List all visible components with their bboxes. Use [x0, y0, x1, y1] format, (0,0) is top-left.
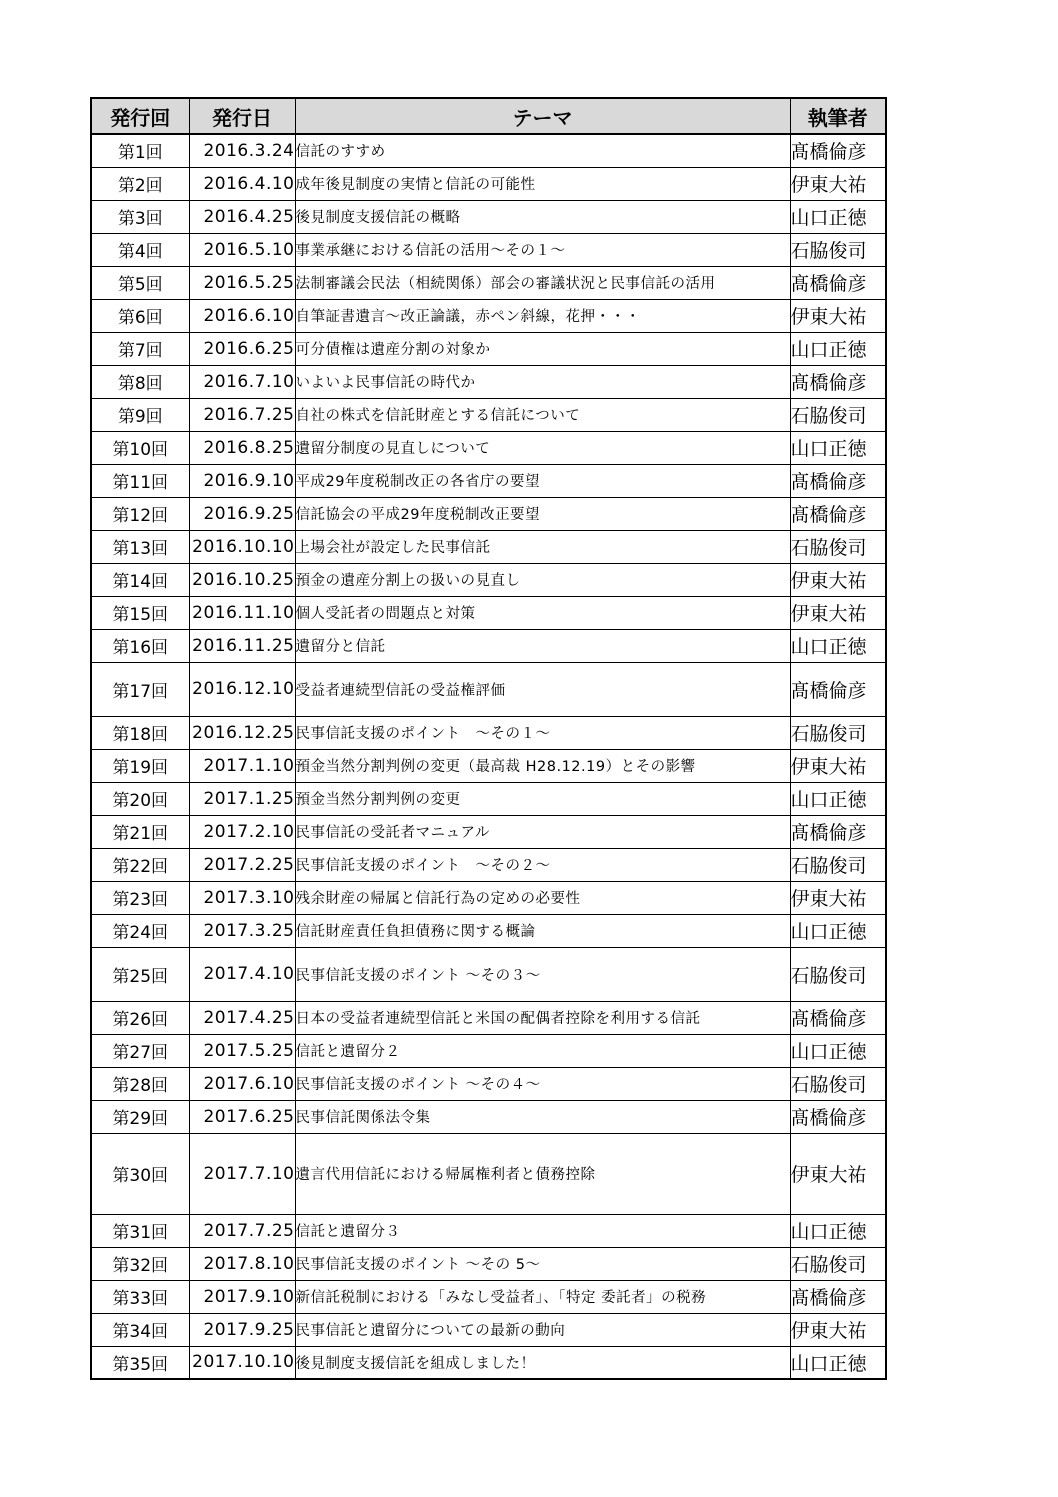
theme-cell: 信託のすすめ [295, 134, 790, 167]
issue-number-cell: 第31回 [91, 1214, 189, 1247]
table-row [91, 815, 886, 848]
issue-date-cell: 2016.4.10 [189, 167, 295, 200]
issue-date-cell: 2017.4.10 [189, 947, 295, 1001]
issue-date-cell: 2016.7.25 [189, 398, 295, 431]
issue-date-cell: 2017.2.10 [189, 815, 295, 848]
theme-cell: 信託財産責任負担債務に関する概論 [295, 914, 790, 947]
header-issue-date: 発行日 [189, 98, 295, 134]
theme-cell: 預金当然分割判例の変更 [295, 782, 790, 815]
issue-date-cell: 2016.6.10 [189, 299, 295, 332]
theme-cell: 民事信託支援のポイント ～その 5～ [295, 1247, 790, 1280]
theme-cell: 後見制度支援信託を組成しました！ [295, 1346, 790, 1379]
theme-cell: 民事信託と遺留分についての最新の動向 [295, 1313, 790, 1346]
table-row [91, 848, 886, 881]
table-row [91, 431, 886, 464]
issue-number-cell: 第15回 [91, 596, 189, 629]
theme-cell: 個人受託者の問題点と対策 [295, 596, 790, 629]
table-row [91, 782, 886, 815]
issue-number-cell: 第16回 [91, 629, 189, 662]
issue-number-cell: 第6回 [91, 299, 189, 332]
issue-date-cell: 2017.3.10 [189, 881, 295, 914]
issue-number-cell: 第21回 [91, 815, 189, 848]
issue-number-cell: 第11回 [91, 464, 189, 497]
issue-date-cell: 2017.7.10 [189, 1133, 295, 1214]
publication-table [90, 97, 887, 1380]
theme-cell: 残余財産の帰属と信託行為の定めの必要性 [295, 881, 790, 914]
issue-number-cell: 第10回 [91, 431, 189, 464]
issue-date-cell: 2016.10.10 [189, 530, 295, 563]
author-cell: 髙橋倫彦 [790, 497, 886, 530]
author-cell: 伊東大祐 [790, 749, 886, 782]
issue-number-cell: 第8回 [91, 365, 189, 398]
author-cell: 石脇俊司 [790, 1067, 886, 1100]
issue-date-cell: 2017.1.10 [189, 749, 295, 782]
issue-number-cell: 第33回 [91, 1280, 189, 1313]
author-cell: 髙橋倫彦 [790, 1280, 886, 1313]
issue-number-cell: 第23回 [91, 881, 189, 914]
author-cell: 石脇俊司 [790, 233, 886, 266]
header-row [91, 98, 886, 134]
theme-cell: 民事信託支援のポイント ～その４～ [295, 1067, 790, 1100]
issue-number-cell: 第28回 [91, 1067, 189, 1100]
issue-number-cell: 第5回 [91, 266, 189, 299]
issue-number-cell: 第22回 [91, 848, 189, 881]
theme-cell: 自社の株式を信託財産とする信託について [295, 398, 790, 431]
issue-number-cell: 第1回 [91, 134, 189, 167]
table-row [91, 200, 886, 233]
issue-number-cell: 第25回 [91, 947, 189, 1001]
issue-date-cell: 2017.1.25 [189, 782, 295, 815]
author-cell: 山口正徳 [790, 914, 886, 947]
theme-cell: 日本の受益者連続型信託と米国の配偶者控除を利用する信託 [295, 1001, 790, 1034]
issue-number-cell: 第20回 [91, 782, 189, 815]
issue-date-cell: 2016.10.25 [189, 563, 295, 596]
issue-date-cell: 2016.5.25 [189, 266, 295, 299]
theme-cell: 上場会社が設定した民事信託 [295, 530, 790, 563]
issue-number-cell: 第32回 [91, 1247, 189, 1280]
issue-date-cell: 2016.5.10 [189, 233, 295, 266]
issue-number-cell: 第19回 [91, 749, 189, 782]
author-cell: 伊東大祐 [790, 563, 886, 596]
table-row [91, 299, 886, 332]
author-cell: 山口正徳 [790, 1214, 886, 1247]
theme-cell: 事業承継における信託の活用～その１～ [295, 233, 790, 266]
author-cell: 山口正徳 [790, 629, 886, 662]
issue-date-cell: 2017.9.10 [189, 1280, 295, 1313]
issue-date-cell: 2016.9.25 [189, 497, 295, 530]
issue-date-cell: 2016.7.10 [189, 365, 295, 398]
issue-date-cell: 2016.8.25 [189, 431, 295, 464]
issue-date-cell: 2017.2.25 [189, 848, 295, 881]
theme-cell: 法制審議会民法（相続関係）部会の審議状況と民事信託の活用 [295, 266, 790, 299]
table-row [91, 596, 886, 629]
author-cell: 山口正徳 [790, 782, 886, 815]
table-row [91, 167, 886, 200]
table-row [91, 662, 886, 716]
issue-number-cell: 第4回 [91, 233, 189, 266]
author-cell: 髙橋倫彦 [790, 464, 886, 497]
table-row [91, 881, 886, 914]
table-row [91, 1280, 886, 1313]
issue-number-cell: 第14回 [91, 563, 189, 596]
issue-number-cell: 第18回 [91, 716, 189, 749]
issue-number-cell: 第26回 [91, 1001, 189, 1034]
author-cell: 石脇俊司 [790, 716, 886, 749]
table-row [91, 1214, 886, 1247]
theme-cell: 信託と遺留分２ [295, 1034, 790, 1067]
table-row [91, 266, 886, 299]
issue-date-cell: 2016.11.10 [189, 596, 295, 629]
issue-number-cell: 第17回 [91, 662, 189, 716]
author-cell: 石脇俊司 [790, 848, 886, 881]
issue-date-cell: 2017.6.10 [189, 1067, 295, 1100]
author-cell: 山口正徳 [790, 200, 886, 233]
issue-date-cell: 2016.6.25 [189, 332, 295, 365]
issue-number-cell: 第9回 [91, 398, 189, 431]
table-row [91, 332, 886, 365]
issue-date-cell: 2016.12.25 [189, 716, 295, 749]
issue-number-cell: 第34回 [91, 1313, 189, 1346]
theme-cell: 民事信託支援のポイント ～その１～ [295, 716, 790, 749]
table-row [91, 749, 886, 782]
theme-cell: 後見制度支援信託の概略 [295, 200, 790, 233]
issue-date-cell: 2017.7.25 [189, 1214, 295, 1247]
table-row [91, 398, 886, 431]
theme-cell: 信託と遺留分３ [295, 1214, 790, 1247]
author-cell: 石脇俊司 [790, 1247, 886, 1280]
author-cell: 髙橋倫彦 [790, 365, 886, 398]
table-row [91, 1247, 886, 1280]
table-row [91, 134, 886, 167]
issue-date-cell: 2017.4.25 [189, 1001, 295, 1034]
table-row [91, 1313, 886, 1346]
issue-number-cell: 第29回 [91, 1100, 189, 1133]
author-cell: 髙橋倫彦 [790, 266, 886, 299]
table-row [91, 1034, 886, 1067]
theme-cell: 自筆証書遺言～改正論議，赤ペン斜線，花押・・・ [295, 299, 790, 332]
issue-date-cell: 2017.9.25 [189, 1313, 295, 1346]
author-cell: 伊東大祐 [790, 299, 886, 332]
table-row [91, 464, 886, 497]
issue-date-cell: 2016.11.25 [189, 629, 295, 662]
author-cell: 髙橋倫彦 [790, 815, 886, 848]
theme-cell: 遺留分制度の見直しについて [295, 431, 790, 464]
header-author: 執筆者 [790, 98, 886, 134]
table-row [91, 1346, 886, 1379]
theme-cell: 遺留分と信託 [295, 629, 790, 662]
author-cell: 石脇俊司 [790, 398, 886, 431]
table-row [91, 497, 886, 530]
table-row [91, 233, 886, 266]
issue-number-cell: 第24回 [91, 914, 189, 947]
issue-date-cell: 2017.3.25 [189, 914, 295, 947]
issue-date-cell: 2016.9.10 [189, 464, 295, 497]
issue-date-cell: 2016.12.10 [189, 662, 295, 716]
theme-cell: 民事信託支援のポイント ～その３～ [295, 947, 790, 1001]
author-cell: 髙橋倫彦 [790, 134, 886, 167]
issue-date-cell: 2016.3.24 [189, 134, 295, 167]
table-body [91, 134, 886, 1379]
header-theme: テーマ [295, 98, 790, 134]
author-cell: 伊東大祐 [790, 1133, 886, 1214]
theme-cell: 民事信託の受託者マニュアル [295, 815, 790, 848]
theme-cell: 民事信託関係法令集 [295, 1100, 790, 1133]
author-cell: 山口正徳 [790, 1346, 886, 1379]
author-cell: 山口正徳 [790, 1034, 886, 1067]
table-header [91, 98, 886, 134]
author-cell: 髙橋倫彦 [790, 662, 886, 716]
theme-cell: 可分債権は遺産分割の対象か [295, 332, 790, 365]
author-cell: 石脇俊司 [790, 530, 886, 563]
author-cell: 伊東大祐 [790, 881, 886, 914]
theme-cell: 預金当然分割判例の変更（最高裁 H28.12.19）とその影響 [295, 749, 790, 782]
table-row [91, 365, 886, 398]
table-row [91, 530, 886, 563]
author-cell: 髙橋倫彦 [790, 1100, 886, 1133]
theme-cell: 遺言代用信託における帰属権利者と債務控除 [295, 1133, 790, 1214]
issue-date-cell: 2017.10.10 [189, 1346, 295, 1379]
header-issue-no: 発行回 [91, 98, 189, 134]
issue-number-cell: 第13回 [91, 530, 189, 563]
author-cell: 山口正徳 [790, 332, 886, 365]
author-cell: 髙橋倫彦 [790, 1001, 886, 1034]
theme-cell: 預金の遺産分割上の扱いの見直し [295, 563, 790, 596]
table-row [91, 947, 886, 1001]
table-row [91, 1133, 886, 1214]
issue-number-cell: 第27回 [91, 1034, 189, 1067]
issue-date-cell: 2017.5.25 [189, 1034, 295, 1067]
theme-cell: 平成29年度税制改正の各省庁の要望 [295, 464, 790, 497]
table-row [91, 1067, 886, 1100]
theme-cell: 民事信託支援のポイント ～その２～ [295, 848, 790, 881]
issue-number-cell: 第35回 [91, 1346, 189, 1379]
theme-cell: 受益者連続型信託の受益権評価 [295, 662, 790, 716]
author-cell: 伊東大祐 [790, 167, 886, 200]
author-cell: 山口正徳 [790, 431, 886, 464]
theme-cell: 信託協会の平成29年度税制改正要望 [295, 497, 790, 530]
issue-number-cell: 第7回 [91, 332, 189, 365]
issue-date-cell: 2016.4.25 [189, 200, 295, 233]
table-row [91, 1001, 886, 1034]
issue-number-cell: 第30回 [91, 1133, 189, 1214]
issue-number-cell: 第3回 [91, 200, 189, 233]
table-row [91, 629, 886, 662]
table-row [91, 716, 886, 749]
table-row [91, 914, 886, 947]
theme-cell: いよいよ民事信託の時代か [295, 365, 790, 398]
theme-cell: 新信託税制における「みなし受益者」、「特定 委託者」の税務 [295, 1280, 790, 1313]
table-row [91, 563, 886, 596]
issue-number-cell: 第12回 [91, 497, 189, 530]
issue-date-cell: 2017.8.10 [189, 1247, 295, 1280]
issue-number-cell: 第2回 [91, 167, 189, 200]
author-cell: 石脇俊司 [790, 947, 886, 1001]
table-row [91, 1100, 886, 1133]
author-cell: 伊東大祐 [790, 596, 886, 629]
theme-cell: 成年後見制度の実情と信託の可能性 [295, 167, 790, 200]
issue-date-cell: 2017.6.25 [189, 1100, 295, 1133]
author-cell: 伊東大祐 [790, 1313, 886, 1346]
